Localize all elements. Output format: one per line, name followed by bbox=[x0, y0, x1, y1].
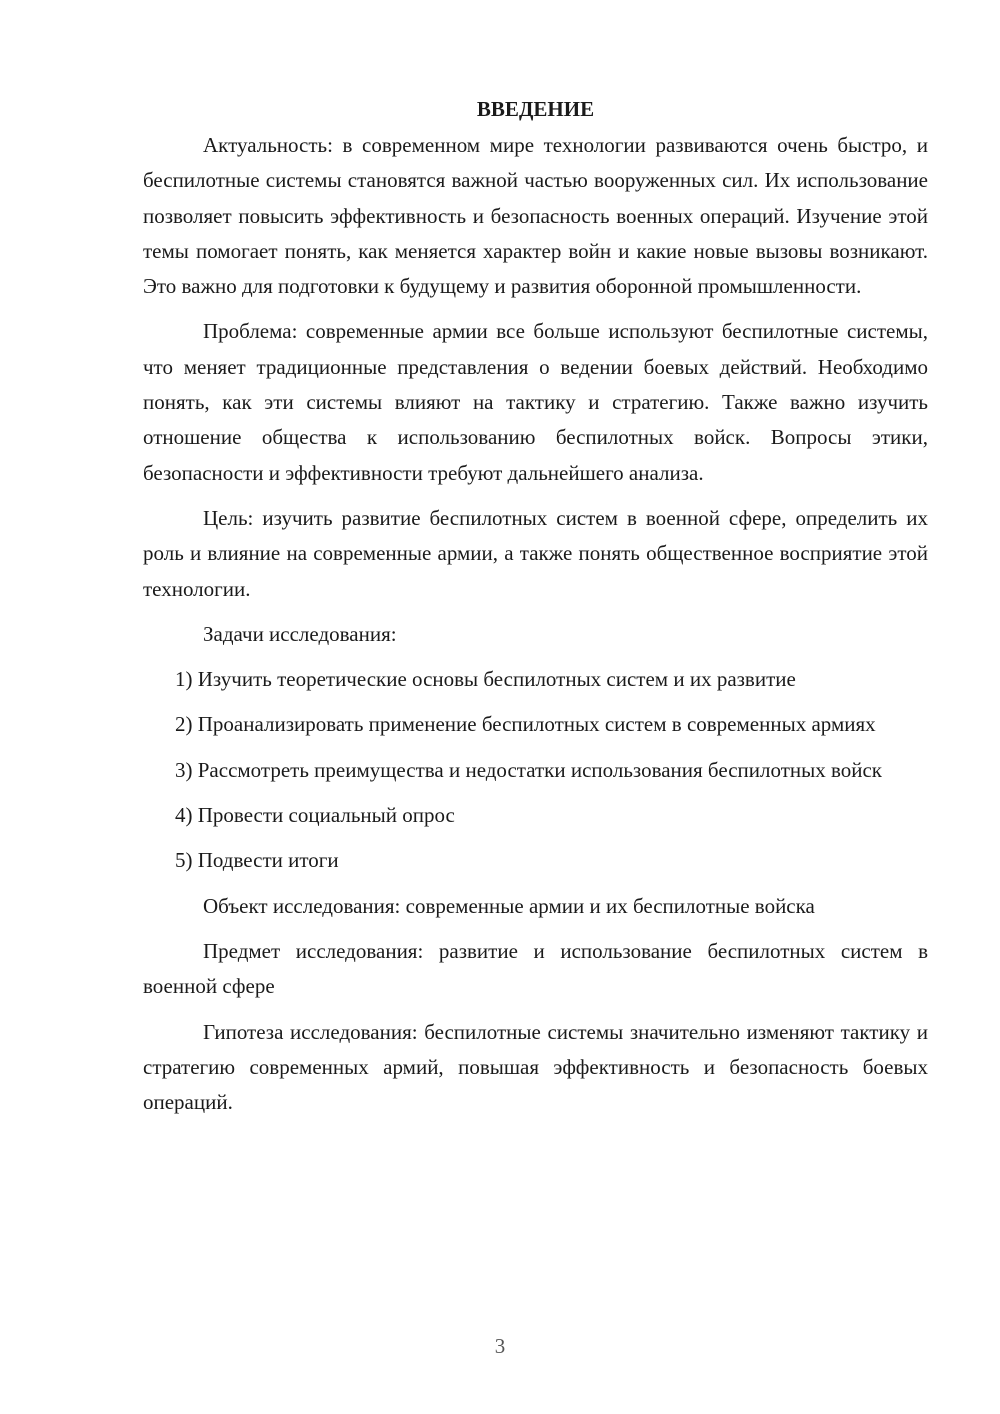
paragraph-tasks-heading: Задачи исследования: bbox=[203, 621, 397, 646]
task-item-5: 5) Подвести итоги bbox=[175, 848, 339, 873]
document-page bbox=[143, 94, 928, 1130]
paragraph-object: Объект исследования: современные армии и их беспилотные войска bbox=[203, 893, 815, 918]
paragraph-relevance: Актуальность: в современном мире технологии развиваются очень быстро, и беспилотные системы становятся важной частью вооруженных сил. Их использование позволяет повысить эффективность и безопасность военных операций. Изучение этой темы помогает понять, как меняется характер войн и какие новые вызовы возникают. Это важно для подготовки к будущему и развития оборонной промышленности. bbox=[143, 133, 928, 299]
task-item-1: 1) Изучить теоретические основы беспилотных систем и их развитие bbox=[175, 667, 796, 692]
section-title: ВВЕДЕНИЕ bbox=[476, 97, 595, 121]
task-item-3: 3) Рассмотреть преимущества и недостатки использования беспилотных войск bbox=[175, 757, 882, 782]
task-item-2: 2) Проанализировать применение беспилотных систем в современных армиях bbox=[175, 712, 876, 737]
paragraph-subject: Предмет исследования: развитие и использование беспилотных систем в военной сфере bbox=[143, 938, 928, 999]
paragraph-goal: Цель: изучить развитие беспилотных систем в военной сфере, определить их роль и влияние на современные армии, а также понять общественное восприятие этой технологии. bbox=[143, 505, 928, 601]
task-item-4: 4) Провести социальный опрос bbox=[175, 803, 455, 828]
page-number: 3 bbox=[494, 1334, 506, 1358]
paragraph-problem: Проблема: современные армии все больше используют беспилотные системы, что меняет традиционные представления о ведении боевых действий. Необходимо понять, как эти системы влияют на тактику и стратегию. Также важно изучить отношение общества к использованию беспилотных войск. Вопросы этики, безопасности и эффективности требуют дальнейшего анализа. bbox=[143, 319, 928, 485]
paragraph-hypothesis: Гипотеза исследования: беспилотные системы значительно изменяют тактику и стратегию современных армий, повышая эффективность и безопасность боевых операций. bbox=[143, 1019, 928, 1115]
